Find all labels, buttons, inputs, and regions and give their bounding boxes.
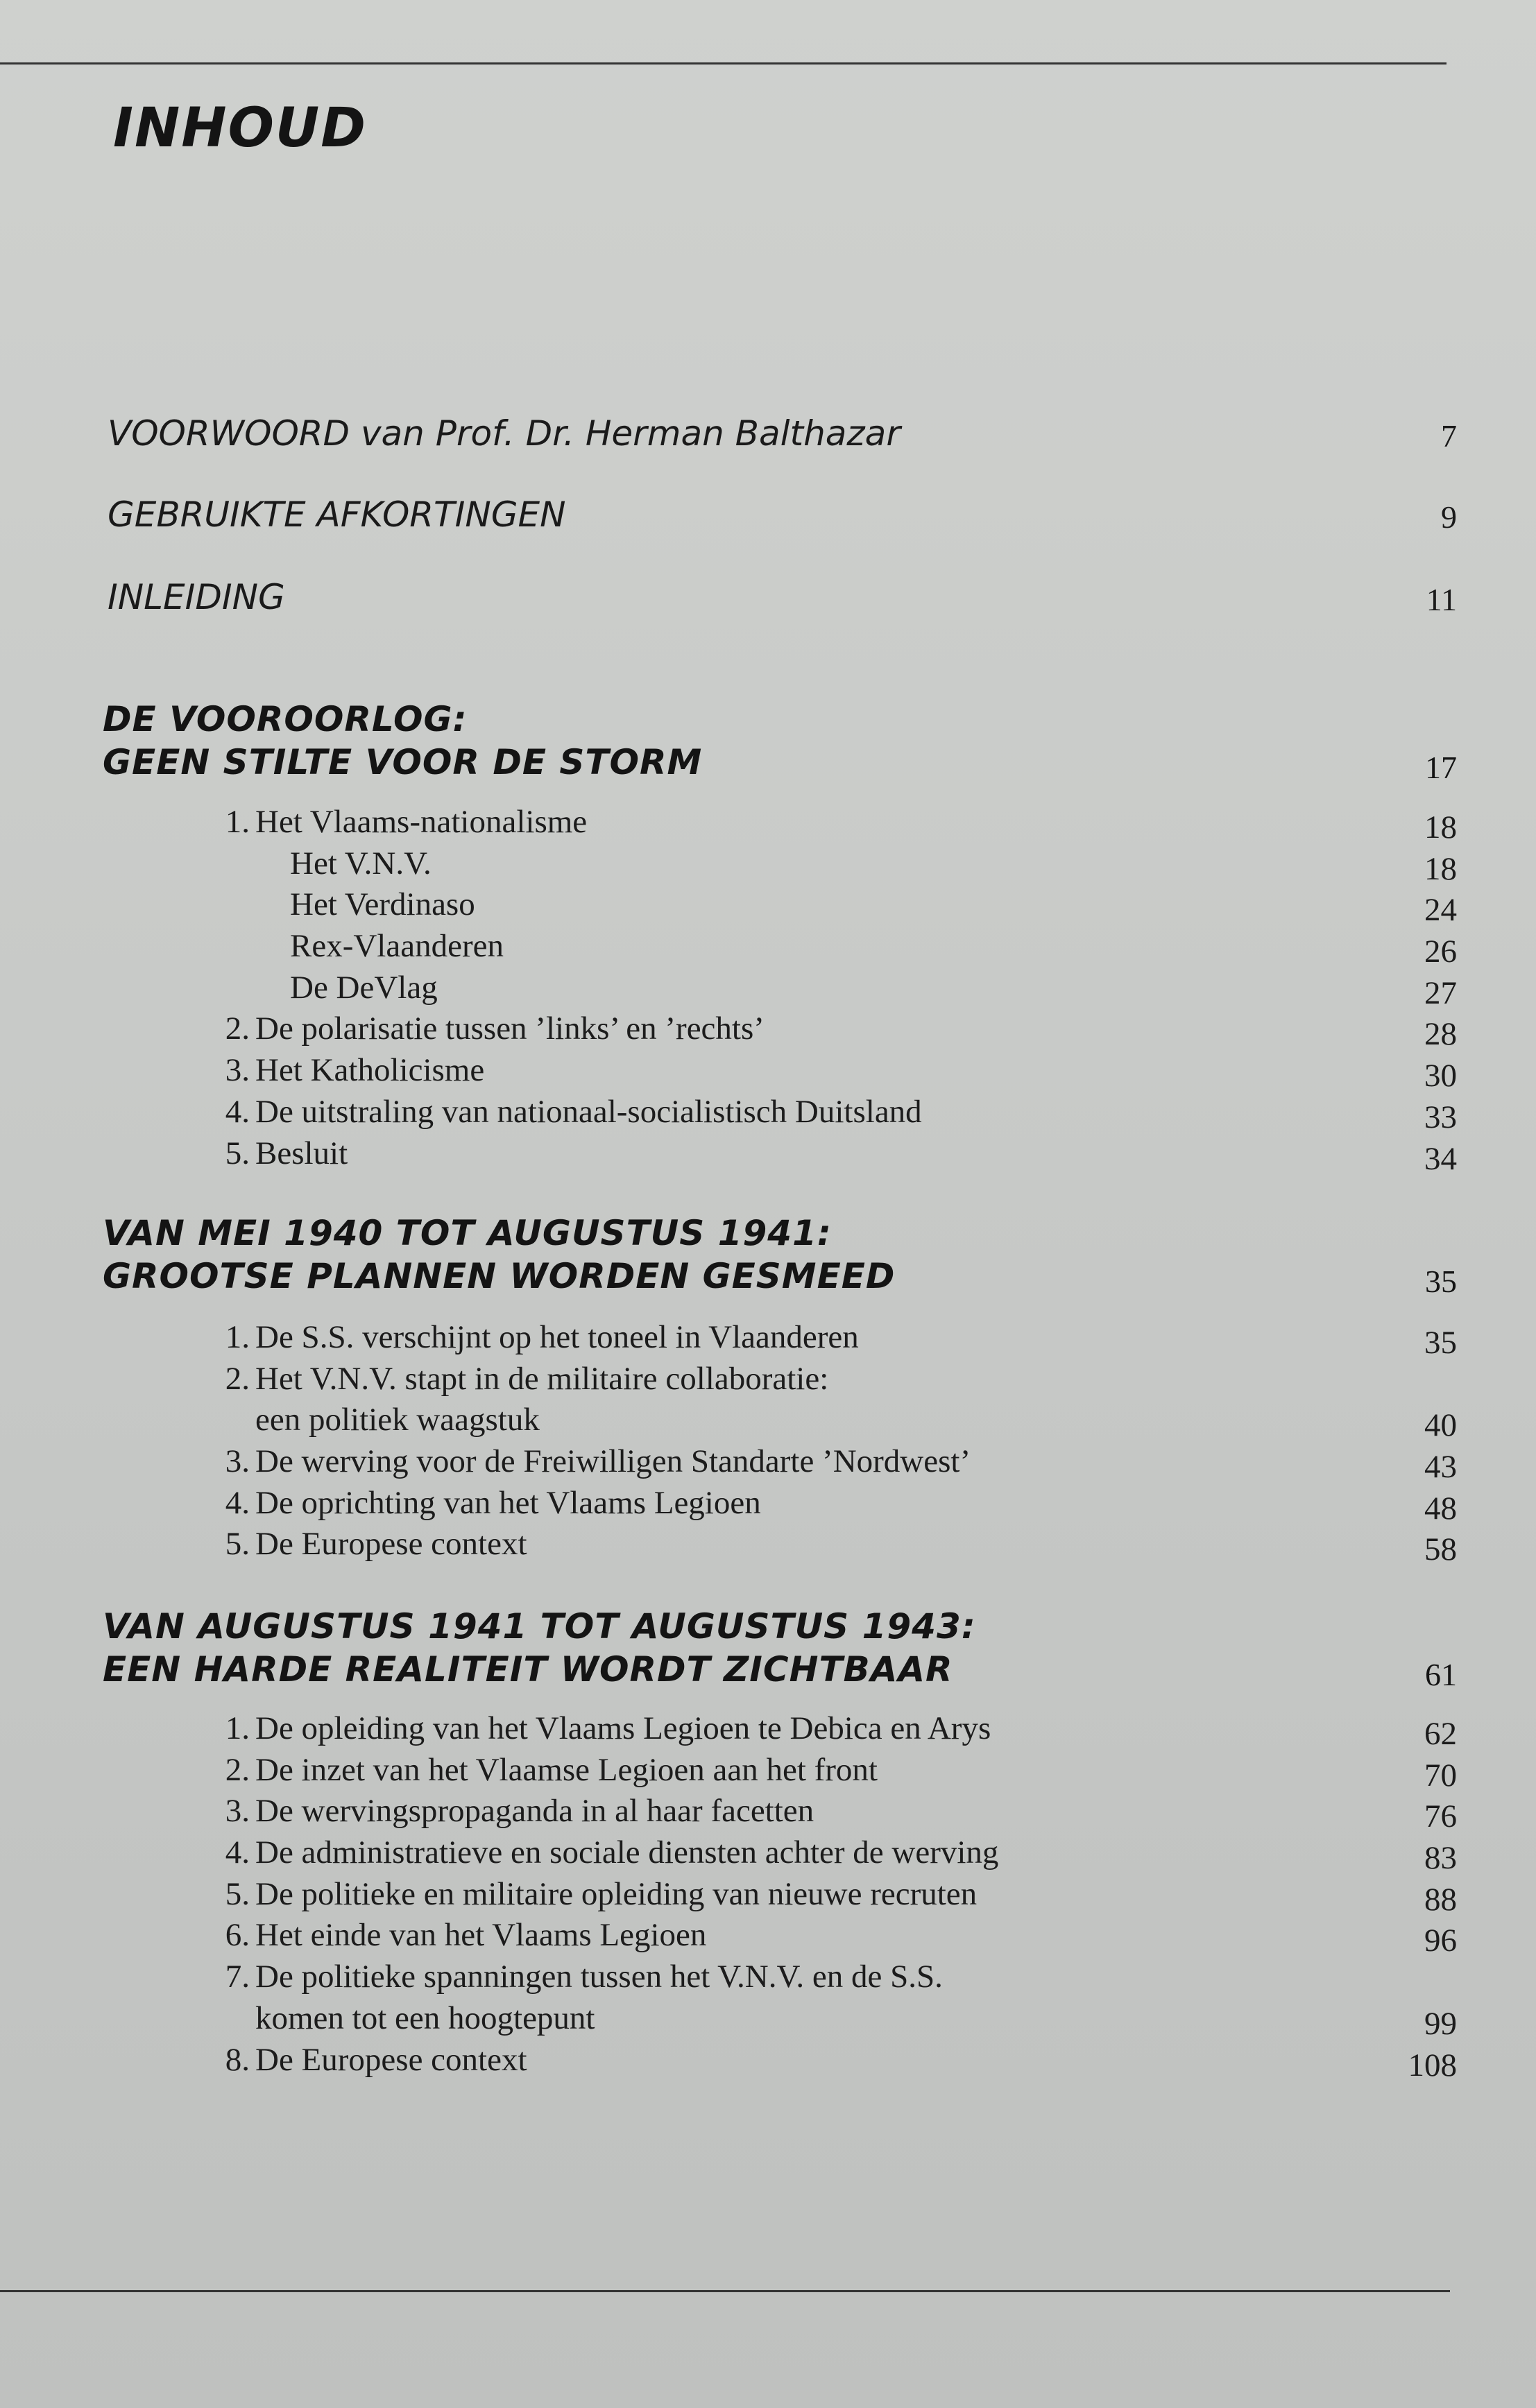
- chapter-heading: [103, 1212, 1457, 1298]
- entry-text: Het Vlaams-nationalisme: [255, 804, 588, 840]
- toc-page-number: 99: [1424, 2005, 1457, 2042]
- toc-page-number: 7: [1441, 418, 1457, 454]
- toc-front-label: INLEIDING: [108, 577, 285, 617]
- toc-page-number: 62: [1424, 1716, 1457, 1752]
- toc-page-number: 9: [1441, 499, 1457, 535]
- toc-entry: [201, 1834, 1457, 1875]
- toc-page-number: 40: [1424, 1407, 1457, 1444]
- chapter-heading: [103, 698, 1457, 784]
- bottom-rule: [0, 2290, 1450, 2292]
- toc-page-number: 33: [1424, 1099, 1457, 1135]
- toc-entry: [201, 1010, 1457, 1051]
- toc-page-number: 58: [1424, 1531, 1457, 1568]
- entry-text: De uitstraling van nationaal-socialistisch Duitsland: [255, 1093, 922, 1130]
- entry-number: 5.: [225, 1526, 250, 1563]
- entry-text: Besluit: [255, 1135, 348, 1171]
- toc-page-number: 18: [1424, 809, 1457, 845]
- toc-front-label: GEBRUIKTE AFKORTINGEN: [108, 495, 566, 535]
- toc-page-number: 28: [1424, 1016, 1457, 1053]
- entry-text: De Europese context: [255, 2041, 527, 2078]
- toc-page-number: 108: [1408, 2047, 1457, 2083]
- entry-number: 2.: [225, 1360, 250, 1397]
- toc-entry: [201, 1710, 1457, 1751]
- toc-page-number: 48: [1424, 1490, 1457, 1526]
- toc-entry: [201, 1792, 1457, 1834]
- toc-entry: [201, 1051, 1457, 1093]
- toc-page-number: 35: [1424, 1325, 1457, 1361]
- chapter-title-line: GEEN STILTE VOOR DE STORM: [103, 742, 703, 782]
- toc-page-number: 96: [1424, 1923, 1457, 1959]
- toc-page-number: 61: [1425, 1657, 1457, 1692]
- entry-number: 8.: [225, 2041, 250, 2078]
- toc-entry: [201, 1318, 1457, 1360]
- entry-number: 6.: [225, 1917, 250, 1954]
- entry-text: De wervingspropaganda in al haar facetten: [255, 1793, 814, 1830]
- entry-text: De inzet van het Vlaamse Legioen aan het front: [255, 1751, 878, 1788]
- entry-number: 1.: [225, 804, 250, 840]
- toc-entry: [201, 1525, 1457, 1567]
- top-rule: [0, 62, 1447, 64]
- toc-page-number: 70: [1424, 1757, 1457, 1794]
- toc-entry: [201, 1093, 1457, 1135]
- entry-number: 2.: [225, 1751, 250, 1788]
- toc-page-number: 24: [1424, 892, 1457, 929]
- toc-page-number: 35: [1425, 1264, 1457, 1299]
- toc-front-voorwoord: [108, 413, 1457, 454]
- entry-number: 4.: [225, 1834, 250, 1871]
- section-list: [201, 1710, 1457, 2082]
- entry-number: 7.: [225, 1959, 250, 1995]
- toc-entry: [201, 969, 1457, 1011]
- toc-entry: [201, 1875, 1457, 1917]
- toc-entry: [201, 927, 1457, 969]
- toc-page-number: 26: [1424, 934, 1457, 970]
- entry-text: De politieke spanningen tussen het V.N.V. en de S.S.: [255, 1959, 943, 1995]
- toc-entry: [201, 1484, 1457, 1526]
- entry-number: 1.: [225, 1710, 250, 1746]
- toc-entry: [201, 2041, 1457, 2083]
- entry-text: Het Verdinaso: [290, 886, 475, 923]
- toc-entry: [201, 1958, 1457, 2000]
- toc-entry: [201, 1360, 1457, 1402]
- entry-text: De administratieve en sociale diensten achter de werving: [255, 1834, 999, 1871]
- toc-page-number: 88: [1424, 1881, 1457, 1918]
- chapter-title-line: EEN HARDE REALITEIT WORDT ZICHTBAAR: [103, 1649, 953, 1689]
- toc-entry: [201, 2000, 1457, 2041]
- entry-text: De Europese context: [255, 1526, 527, 1563]
- toc-front-inleiding: [108, 577, 1457, 617]
- entry-number: 5.: [225, 1875, 250, 1912]
- toc-page-number: 17: [1425, 750, 1457, 785]
- entry-number: 5.: [225, 1135, 250, 1171]
- chapter-title-line: DE VOOROORLOG:: [103, 699, 468, 739]
- toc-entry: [201, 1751, 1457, 1793]
- chapter-title-line: GROOTSE PLANNEN WORDEN GESMEED: [103, 1256, 896, 1296]
- entry-text: De oprichting van het Vlaams Legioen: [255, 1484, 761, 1521]
- chapter-title-line: VAN MEI 1940 TOT AUGUSTUS 1941:: [103, 1213, 832, 1253]
- toc-entry: [201, 803, 1457, 845]
- entry-number: 3.: [225, 1052, 250, 1089]
- toc-page-number: 30: [1424, 1058, 1457, 1094]
- page-title: INHOUD: [113, 97, 367, 160]
- toc-entry: [201, 1916, 1457, 1958]
- entry-text: Het Katholicisme: [255, 1052, 485, 1089]
- toc-page-number: 76: [1424, 1798, 1457, 1835]
- entry-text: De werving voor de Freiwilligen Standarte ’Nordwest’: [255, 1443, 971, 1480]
- toc-page-number: 43: [1424, 1449, 1457, 1486]
- toc-front-label: VOORWOORD van Prof. Dr. Herman Balthazar: [108, 413, 901, 454]
- entry-text: Het einde van het Vlaams Legioen: [255, 1917, 707, 1954]
- toc-page-number: 27: [1424, 974, 1457, 1011]
- toc-page-number: 18: [1424, 850, 1457, 887]
- entry-number: 1.: [225, 1319, 250, 1355]
- toc-page-number: 11: [1426, 582, 1457, 617]
- entry-number: 3.: [225, 1793, 250, 1830]
- entry-text: Het V.N.V.: [290, 845, 432, 882]
- toc-entry: [201, 1401, 1457, 1443]
- entry-text: komen tot een hoogtepunt: [255, 2000, 595, 2036]
- toc-page-number: 83: [1424, 1840, 1457, 1877]
- entry-text: De DeVlag: [290, 969, 438, 1006]
- toc-entry: [201, 1135, 1457, 1176]
- entry-text: De polarisatie tussen ’links’ en ’rechts’: [255, 1011, 765, 1047]
- toc-front-afkortingen: [108, 495, 1457, 535]
- entry-number: 4.: [225, 1484, 250, 1521]
- chapter-title-line: VAN AUGUSTUS 1941 TOT AUGUSTUS 1943:: [103, 1606, 976, 1646]
- entry-number: 4.: [225, 1093, 250, 1130]
- section-list: [201, 803, 1457, 1176]
- entry-text: Het V.N.V. stapt in de militaire collaboratie:: [255, 1360, 829, 1397]
- toc-page-number: 34: [1424, 1140, 1457, 1177]
- entry-text: Rex-Vlaanderen: [290, 928, 504, 965]
- entry-text: De politieke en militaire opleiding van nieuwe recruten: [255, 1875, 978, 1912]
- entry-text: De opleiding van het Vlaams Legioen te Debica en Arys: [255, 1710, 991, 1746]
- entry-text: een politiek waagstuk: [255, 1402, 540, 1438]
- entry-number: 2.: [225, 1011, 250, 1047]
- section-list: [201, 1318, 1457, 1567]
- chapter-heading: [103, 1605, 1457, 1691]
- entry-text: De S.S. verschijnt op het toneel in Vlaanderen: [255, 1319, 859, 1355]
- toc-entry: [201, 886, 1457, 927]
- toc-entry: [201, 1443, 1457, 1484]
- toc-entry: [201, 845, 1457, 886]
- entry-number: 3.: [225, 1443, 250, 1480]
